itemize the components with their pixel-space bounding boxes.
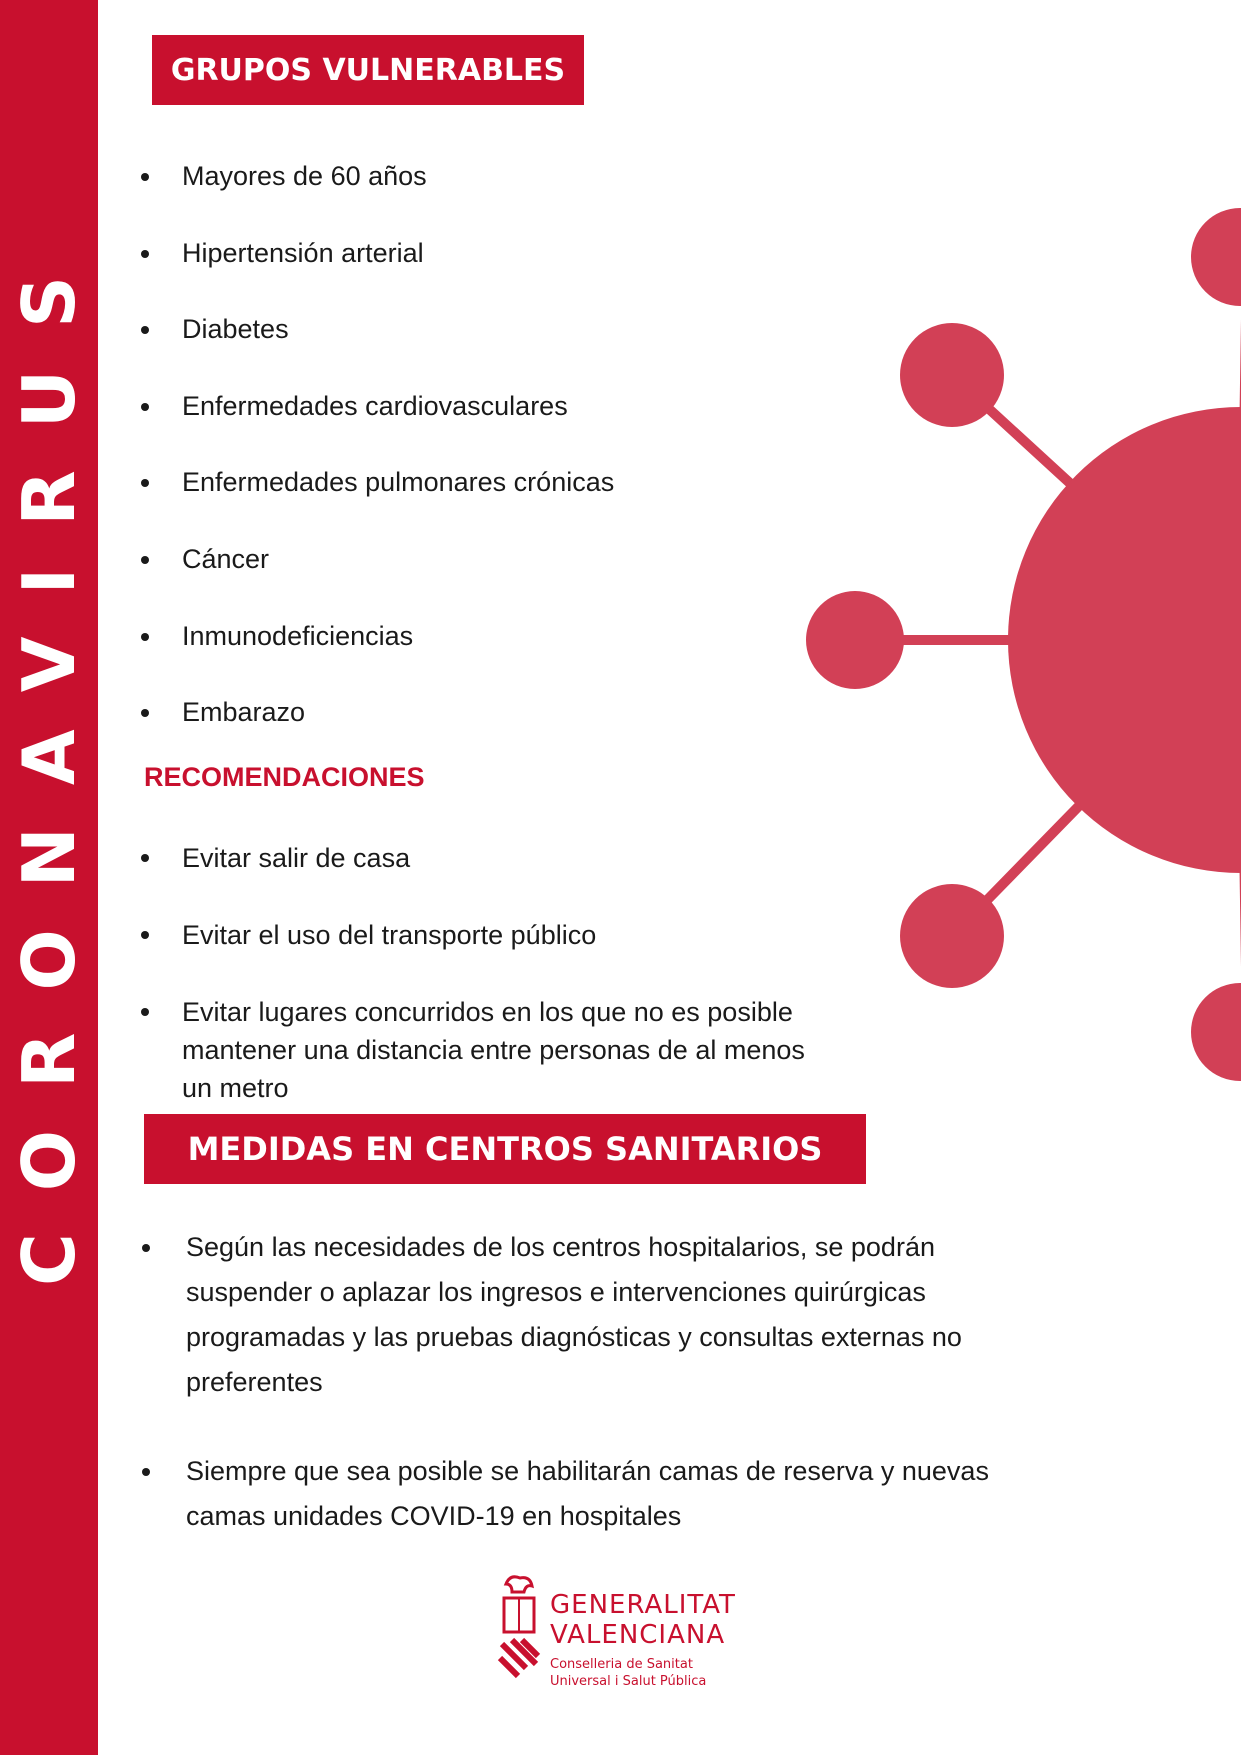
generalitat-logo	[496, 1568, 756, 1698]
logo-line-generalitat: GENERALITAT	[550, 1590, 736, 1620]
virus-illustration-icon	[790, 200, 1241, 1100]
list-item: Evitar lugares concurridos en los que no es posible mantener una distancia entre personas de al menos un metro	[182, 993, 822, 1107]
list-item: Diabetes	[182, 313, 802, 345]
list-item: Embarazo	[182, 696, 802, 728]
list-item: Según las necesidades de los centros hospitalarios, se podrán suspender o aplazar los ingresos e intervenciones quirúrgicas programadas y las pruebas diagnósticas y consultas externas no preferentes	[186, 1225, 1066, 1405]
sidebar-band	[0, 0, 98, 1755]
logo-text-block	[550, 1590, 736, 1690]
logo-line-valenciana: VALENCIANA	[550, 1620, 726, 1650]
logo-line-conselleria: Conselleria de Sanitat	[550, 1657, 693, 1672]
sidebar-title: CORONAVIRUS	[7, 233, 91, 1287]
section-heading-vulnerable-groups: GRUPOS VULNERABLES	[152, 35, 584, 105]
vulnerable-groups-list	[182, 160, 802, 773]
list-item: Hipertensión arterial	[182, 237, 802, 269]
health-center-measures-list	[186, 1225, 1066, 1583]
list-item: Inmunodeficiencias	[182, 620, 802, 652]
recommendations-list	[182, 839, 822, 1146]
section-heading-health-centers: MEDIDAS EN CENTROS SANITARIOS	[144, 1114, 866, 1184]
list-item: Cáncer	[182, 543, 802, 575]
list-item: Mayores de 60 años	[182, 160, 802, 192]
coat-of-arms-icon	[496, 1574, 542, 1684]
logo-line-salut: Universal i Salut Pública	[550, 1674, 707, 1689]
list-item: Enfermedades pulmonares crónicas	[182, 466, 802, 498]
list-item: Enfermedades cardiovasculares	[182, 390, 802, 422]
section-heading-recommendations: RECOMENDACIONES	[144, 762, 425, 792]
list-item: Evitar el uso del transporte público	[182, 916, 822, 954]
list-item: Siempre que sea posible se habilitarán camas de reserva y nuevas camas unidades COVID-19 en hospitales	[186, 1449, 1066, 1539]
list-item: Evitar salir de casa	[182, 839, 822, 877]
